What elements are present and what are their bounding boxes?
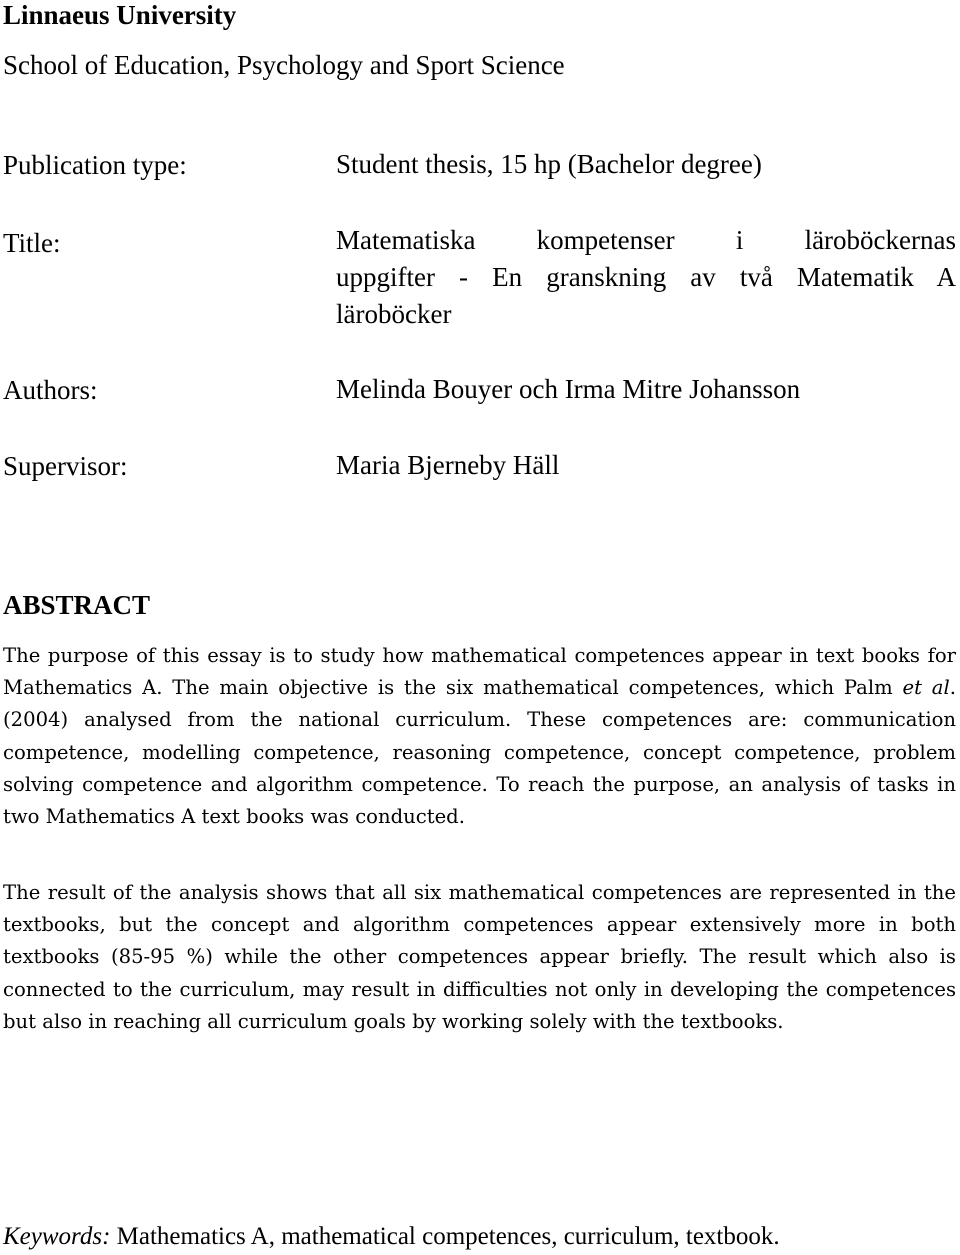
abstract-paragraph: The result of the analysis shows that all six mathematical competences are represented in the textbooks, but the concept and algorithm competences appear extensively more in both textbooks (85-95 %) while the other competences appear briefly. The result which also is connected to the curriculum, may result in difficulties not only in developing the competences but also in reaching all curriculum goals by working solely with the textbooks. [3,881,956,1033]
school-name: School of Education, Psychology and Sport Science [3,50,565,80]
keywords-value: Mathematics A, mathematical competences, curriculum, textbook. [110,1223,780,1250]
thesis-title-line: uppgifter - En granskning av två Matematik A [336,262,956,292]
abstract-heading: ABSTRACT [3,590,151,620]
supervisor-value: Maria Bjerneby Häll [336,450,560,480]
publication-type-value: Student thesis, 15 hp (Bachelor degree) [336,149,762,179]
keywords-label: Keywords: [3,1223,111,1250]
abstract-paragraph [3,640,956,833]
abstract-text: . (2004) analysed from the national curriculum. These competences are: communication competence, modelling competence, reasoning competence, concept competence, problem solving competence and algorithm competence. To reach the purpose, an analysis of tasks in two Mathematics A text books was conducted. [3,676,956,829]
abstract-italic-text: et al [902,676,950,700]
title-label: Title: [3,228,61,258]
publication-type-label: Publication type: [3,150,187,180]
university-name: Linnaeus University [3,0,237,30]
thesis-title-line: Matematiska kompetenser i läroböckernas [336,225,956,255]
thesis-title [336,222,956,333]
supervisor-label: Supervisor: [3,451,128,481]
keywords [3,1220,780,1254]
abstract-text: The purpose of this essay is to study how mathematical competences appear in text books for Mathematics A. The main objective is the six mathematical competences, which Palm [3,644,956,700]
authors-label: Authors: [3,375,98,405]
authors-value: Melinda Bouyer och Irma Mitre Johansson [336,374,801,404]
thesis-title-line: läroböcker [336,299,452,329]
